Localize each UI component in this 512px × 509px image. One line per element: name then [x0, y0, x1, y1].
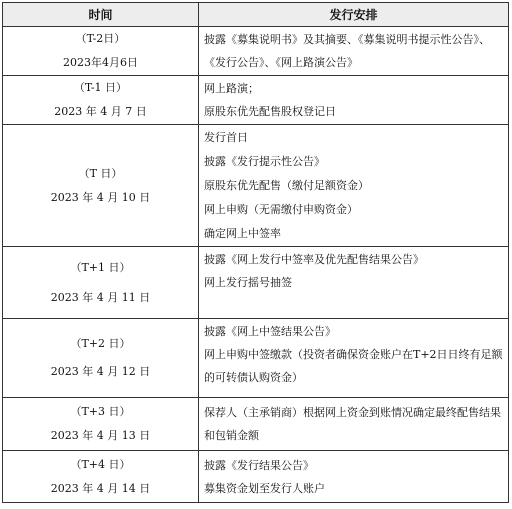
arrangement-cell: [199, 247, 509, 319]
arrangement-line: 披露《发行结果公告》: [204, 458, 314, 472]
arrangement-cell: [199, 319, 509, 398]
time-cell: [3, 125, 199, 247]
arrangement-line: 网上申购中签缴款（投资者确保资金账户在T+2日日终有足额的可转债认购资金）: [204, 348, 503, 384]
arrangement-line: 披露《网上发行中签率及优先配售结果公告》: [204, 253, 424, 266]
day-label: （T+3 日）: [70, 405, 131, 418]
arrangement-line: 披露《发行提示性公告》: [204, 154, 325, 168]
table-header-row: [3, 3, 509, 27]
table-row: [3, 247, 509, 319]
date-label: 2023 年 4 月 11 日: [50, 290, 151, 304]
table-row: [3, 398, 509, 451]
time-cell: [3, 398, 199, 451]
arrangement-line: 确定网上中签率: [204, 226, 281, 240]
arrangement-line: 网上发行摇号抽签: [204, 276, 292, 289]
day-label: （T-1 日）: [73, 81, 128, 94]
table-row: [3, 76, 509, 125]
arrangement-line: 保荐人（主承销商）根据网上资金到账情况确定最终配售结果和包销金额: [204, 406, 501, 442]
time-cell: [3, 27, 199, 76]
table-row: [3, 125, 509, 247]
date-label: 2023 年 4 月 10 日: [50, 190, 151, 204]
day-label: （T-2日）: [75, 32, 126, 45]
date-label: 2023 年 4 月 12 日: [50, 365, 151, 378]
arrangement-line: 募集资金划至发行人账户: [204, 481, 325, 495]
day-label: （T+1 日）: [70, 260, 131, 274]
table-row: [3, 451, 509, 503]
day-label: （T+4 日）: [70, 457, 131, 471]
arrangement-line: 网上路演；: [204, 82, 259, 95]
table-row: [3, 319, 509, 398]
time-cell: [3, 247, 199, 319]
time-cell: [3, 319, 199, 398]
arrangement-line: 披露《网上中签结果公告》: [204, 325, 336, 338]
day-label: （T 日）: [78, 166, 123, 180]
header-arrangement: 发行安排: [199, 3, 509, 27]
arrangement-cell: [199, 451, 509, 503]
date-label: 2023 年 4 月 7 日: [54, 105, 147, 118]
arrangement-line: 披露《募集说明书》及其摘要、《募集说明书提示性公告》、《发行公告》、《网上路演公告》: [204, 33, 490, 69]
arrangement-cell: [199, 27, 509, 76]
arrangement-line: 网上申购（无需缴付申购资金）: [204, 202, 358, 216]
arrangement-line: 发行首日: [204, 130, 248, 144]
time-cell: [3, 451, 199, 503]
day-label: （T+2 日）: [70, 337, 131, 350]
table-row: [3, 27, 509, 76]
time-cell: [3, 76, 199, 125]
date-label: 2023 年 4 月 13 日: [50, 429, 151, 442]
date-label: 2023年4月6日: [63, 56, 138, 69]
header-time: 时间: [3, 3, 199, 27]
arrangement-line: 原股东优先配售（缴付足额资金）: [204, 178, 369, 192]
arrangement-cell: [199, 76, 509, 125]
arrangement-cell: [199, 125, 509, 247]
issuance-schedule-table: [2, 2, 509, 503]
arrangement-line: 原股东优先配售股权登记日: [204, 105, 336, 118]
arrangement-cell: [199, 398, 509, 451]
date-label: 2023 年 4 月 14 日: [50, 481, 151, 495]
